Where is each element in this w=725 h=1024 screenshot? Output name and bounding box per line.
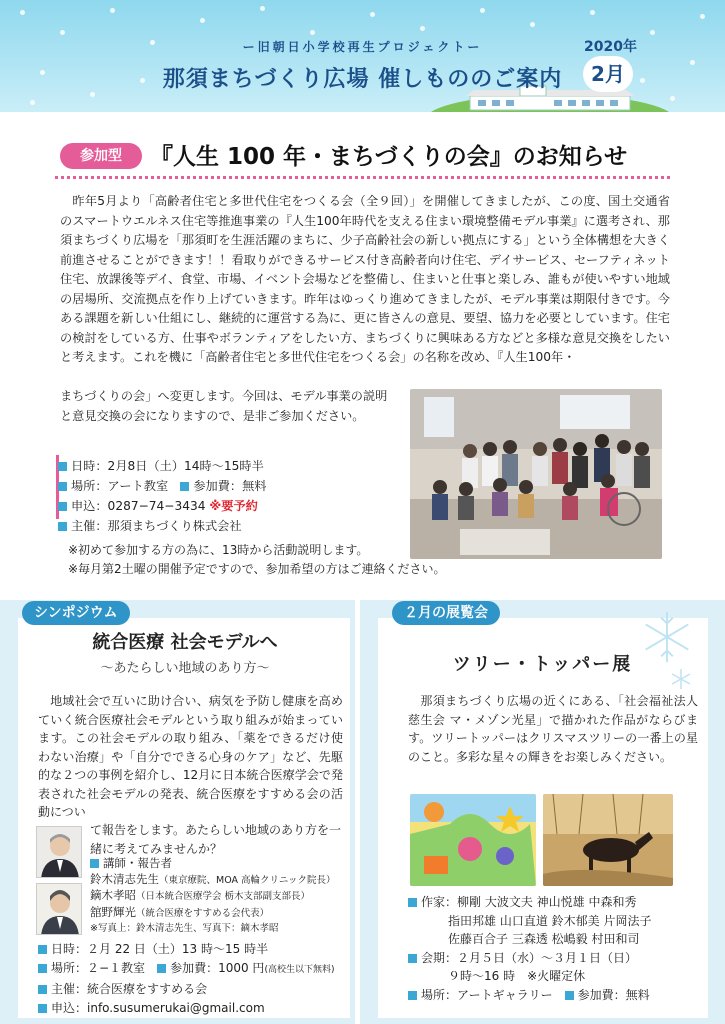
symposium-body-continued: て報告をします。あたらしい地域のあり方を一緒に考えてみませんか？ <box>90 823 342 856</box>
speaker-name: 鏑木孝昭 <box>90 888 136 902</box>
symposium-host <box>38 980 353 999</box>
bullet-square-icon <box>58 522 67 531</box>
participation-badge: 参加型 <box>60 143 142 169</box>
info-phone-text: 申込：0287−74−3434 <box>71 499 206 513</box>
note-item: ※初めて参加する方の為に、13時から活動説明します。 <box>68 543 369 557</box>
symposium-subtitle: 〜あたらしい地域のあり方〜 <box>100 661 270 676</box>
speaker-affiliation: （東京療院、MOA 高輪クリニック院長） <box>159 874 336 886</box>
info-place <box>58 476 398 496</box>
article-body-continued: まちづくりの会」へ変更します。今回は、モデル事業の説明と意見交換の会になりますので、是非ご参加ください。 <box>60 389 388 423</box>
symposium-email-text: 申込：info.susumerukai@gmail.com <box>51 1001 265 1015</box>
bullet-square-icon <box>408 898 417 907</box>
bullet-square-icon <box>38 964 47 973</box>
bullet-square-icon <box>38 985 47 994</box>
info-date <box>58 456 398 476</box>
artists-line: 柳剛 大波文夫 神山悦雄 中森和秀 <box>457 895 637 909</box>
meeting-group-photo <box>410 389 662 559</box>
speaker-list <box>90 856 352 937</box>
page-header <box>0 0 725 112</box>
symposium-date-text: 日時：２月 22 日（土）13 時〜15 時半 <box>51 942 269 956</box>
month-badge: 2月 <box>583 56 633 92</box>
info-date-text: 日時：2月8日（土）14時〜15時半 <box>71 459 264 473</box>
bullet-square-icon <box>157 964 166 973</box>
bullet-square-icon <box>58 462 67 471</box>
symposium-title: 統合医療 社会モデルへ <box>92 632 278 653</box>
artwork-colorful-painting <box>410 794 536 886</box>
bullet-square-icon <box>58 502 67 511</box>
symposium-date <box>38 940 353 959</box>
symposium-fee-text: 参加費：1000 円 <box>170 961 265 975</box>
bullet-square-icon <box>565 991 574 1000</box>
symposium-info <box>38 940 353 1018</box>
info-place-text: 場所：アート教室 <box>71 479 169 493</box>
speaker-name: 鈴木清志先生 <box>90 871 159 886</box>
exhibition-tag: ２月の展覧会 <box>392 601 500 625</box>
article-body: 昨年5月より「高齢者住宅と多世代住宅をつくる会（全９回）」を開催してきましたが、この度、国土交通省のスマートウエルネス住宅等推進事業の『人生100年時代を支える住まい環境整備モデル事業』に選考され、那須まちづくり広場を「那須町を生涯活躍のまちに、少子高齢社会の新しい拠点にする」という全体構想を大きく前進させることができます！！看取りができるサービス付き高齢者向け住宅、デイサービス、セーフティネット住宅、放課後等デイ、食堂、市場、イベント会場などを整備し、住まいと仕事と楽しみ、誰もが使いやすい地域の居場所、交流拠点を作り上げていきます。昨年はゆっくり進めてきましたが、モデル事業は期限付きです。今ある課題を新しい仕組にし、継続的に運営する為に、更に皆さんの意見、要望、協力を必要としています。住宅の検討をしている方、仕事やボランティアをしたい方、まちづくりに興味ある方などと多様な意見交換をしたいと考えます。これを機に「高齢者住宅と多世代住宅をつくる会」の名称を改め、『人生100年・ <box>60 194 670 364</box>
symposium-host-text: 主催：統合医療をすすめる会 <box>51 982 208 996</box>
photo-caption: ※写真上：鈴木清志先生、写真下：鏑木孝昭 <box>90 923 279 934</box>
info-apply <box>58 496 398 516</box>
symposium-fee-note: (高校生以下無料) <box>264 965 335 975</box>
speaker-portrait-kaburagi <box>36 883 82 935</box>
symposium-tag: シンポジウム <box>22 601 130 625</box>
note-item: ※毎月第2土曜の開催予定ですので、参加希望の方はご連絡ください。 <box>68 562 446 576</box>
event-info <box>58 456 398 536</box>
year-label: 2020年 <box>584 39 637 55</box>
exhibition-place-text: 場所：アートギャラリー <box>421 987 553 1002</box>
speakers-label-row <box>90 856 352 872</box>
artists-label: 作家： <box>421 895 458 909</box>
speakers-label: 講師・報告者 <box>103 856 172 870</box>
info-fee-text: 参加費：無料 <box>193 479 267 493</box>
speaker-item <box>90 905 352 922</box>
notes <box>68 541 445 579</box>
reservation-required: ※要予約 <box>209 499 258 513</box>
symposium-place-fee <box>38 959 353 980</box>
symposium-apply <box>38 999 353 1018</box>
exhibition-place-fee <box>408 986 708 1005</box>
artists-line: 佐藤百合子 三森透 松嶋毅 村田和司 <box>448 932 640 946</box>
speaker-affiliation: （統合医療をすすめる会代表） <box>136 907 270 919</box>
dotted-divider <box>55 176 670 179</box>
article-title: 『人生 100 年・まちづくりの会』のお知らせ <box>150 144 628 170</box>
speaker-name: 舘野輝光 <box>90 904 136 919</box>
bullet-square-icon <box>58 482 67 491</box>
exhibition-body: 那須まちづくり広場の近くにある、「社会福祉法人慈生会 マ・メゾン光星」で描かれた作品がならびます。ツリートッパーはクリスマスツリーの一番上の星のこと。多彩な星々の輝きをお楽しみください。 <box>408 694 698 764</box>
symposium-place-text: 場所：２−１教室 <box>51 961 146 975</box>
bullet-square-icon <box>180 482 189 491</box>
bullet-square-icon <box>408 954 417 963</box>
bullet-square-icon <box>408 991 417 1000</box>
artists-line: 指田邦雄 山口直道 鈴木郁美 片岡法子 <box>448 913 652 928</box>
exhibition-fee-text: 参加費：無料 <box>577 987 650 1002</box>
artists-row <box>408 893 708 912</box>
bullet-square-icon <box>38 1004 47 1013</box>
exhibition-period <box>408 949 708 968</box>
bullet-square-icon <box>38 945 47 954</box>
bullet-square-icon <box>90 859 99 868</box>
exhibition-hours: ９時〜16 時 ※火曜定休 <box>448 969 586 983</box>
speaker-item <box>90 888 352 905</box>
info-host <box>58 516 398 536</box>
speaker-portrait-suzuki <box>36 826 82 878</box>
page-title: 那須まちづくり広場 催しもののご案内 <box>162 67 563 92</box>
speaker-affiliation: （日本統合医療学会 栃木支部副支部長） <box>136 891 311 902</box>
exhibition-title: ツリー・トッパー展 <box>452 654 633 675</box>
info-host-text: 主催：那須まちづくり株式会社 <box>71 519 242 533</box>
project-label: ー旧朝日小学校再生プロジェクトー <box>242 40 483 54</box>
exhibition-info <box>408 893 708 1004</box>
speaker-item <box>90 872 352 889</box>
exhibition-period-text: 会期：２月５日（水）〜３月１日（日） <box>421 950 638 965</box>
symposium-body: 地域社会で互いに助け合い、病気を予防し健康を高めていく統合医療社会モデルという取り組みが始まっています。この社会モデルの取り組み、「薬をできるだけ使わない治療」や「自分でできる心身のケア」など、先駆的な２つの事例を紹介し、12月に日本統合医療学会で発表された社会モデルの発表、統合医療をすすめる会の活動につい <box>38 694 343 819</box>
artwork-horse-painting <box>543 794 673 886</box>
